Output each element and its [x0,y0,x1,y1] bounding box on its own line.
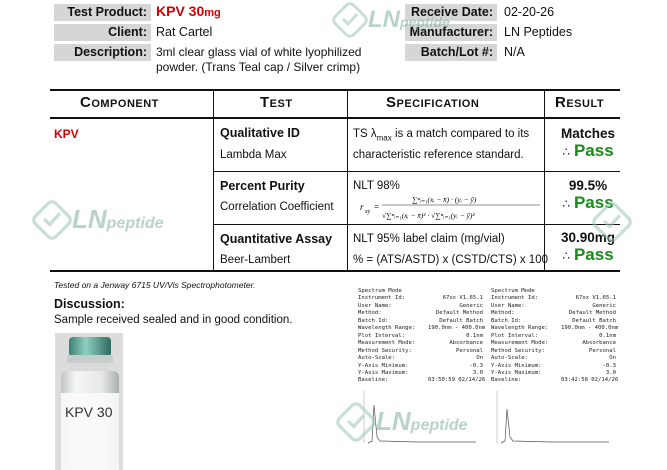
row2-test [220,179,305,195]
watermark-badge-icon [32,200,72,240]
test-product-label: Test Product: [54,4,151,21]
client-label: Client: [54,24,151,41]
row2-rule [213,224,620,225]
spectrum-printout-2 [491,288,619,470]
svg-text:√∑ⁿᵢ₌₁(xᵢ − x̄)² · √∑ⁿᵢ₌₁(yᵢ −: √∑ⁿᵢ₌₁(xᵢ − x̄)² · √∑ⁿᵢ₌₁(yᵢ − ȳ)² [382,211,475,220]
spec1-row: Y-Axis Minimum: -0.3 [358,362,483,369]
discussion-text: Sample received sealed and in good condition. [54,314,293,326]
spec1-row: Wavelength Range: 190.0nm - 400.0nm [358,325,486,332]
receive-date-label: Receive Date: [405,4,497,21]
therefore-icon: ∴ [562,249,570,263]
spec1-row: Method Security: Personal [358,347,483,354]
spec2-row: Method Security: Personal [491,347,616,354]
manufacturer-label: Manufacturer: [405,24,497,41]
spectrum-printout-1 [358,288,486,470]
header-component: Component [80,94,159,111]
watermark-logo-top [332,2,450,43]
spec2-row: Method: Default Method [491,310,616,317]
client-value: Rat Cartel [156,25,213,39]
description-label: Description: [54,44,151,61]
test-product-value [156,3,221,22]
row1-method: Lambda Max [220,149,287,161]
spec1-row: Method: Default Method [358,310,483,317]
vial-photo [55,333,123,470]
row1-spec-b: is a match compared to its [391,128,530,140]
vial-image [55,333,123,470]
svg-text:xy: xy [365,209,371,215]
row2-spec-line1: NLT 98% [353,180,400,192]
watermark-text: LNpeptide [376,406,468,436]
row3-result-value: 30.90mg [560,230,616,245]
correlation-formula [352,190,542,224]
col-divider-2 [347,91,348,271]
table-top-rule [50,89,620,91]
spec2-row: Baseline: 03:42:58 02/14/26 [491,377,619,384]
spec2-row: Y-Axis Maximum: 3.0 [491,369,616,376]
row1-spec-line2: characteristic reference standard. [353,149,524,161]
batch-value: N/A [504,45,525,59]
spec2-row: Plot Interval: 0.1nm [491,332,616,339]
row1-test-name: Qualitative ID [220,126,300,140]
row2-result [548,178,628,213]
row1-result [548,126,628,161]
manufacturer-value: LN Peptides [504,25,573,39]
vial-label-text: KPV 30 [65,404,113,420]
spec1-row: Baseline: 03:50:59 02/14/26 [358,377,486,384]
spec2-row: Wavelength Range: 190.0nm - 400.0nm [491,325,619,332]
spec2-row: User Name: Generic [491,302,616,309]
therefore-icon: ∴ [562,197,570,211]
watermark-badge-icon [332,2,368,38]
row3-method: Beer-Lambert [220,254,291,266]
receive-date-value: 02-20-26 [504,5,555,19]
row2-method: Correlation Coefficient [220,201,334,213]
spec1-row: Plot Interval: 0.1nm [358,332,483,339]
spec2-row: Measurement Mode: Absorbance [491,340,616,347]
description-value: 3ml clear glass vial of white lyophilized powder. (Trans Teal cap / Silver crimp) [156,45,362,74]
row3-spec-line2: % = (ATS/ASTD) x (CSTD/CTS) x 100 [353,254,548,266]
col-divider-3 [544,91,545,271]
watermark-logo-left [32,200,164,245]
row1-spec-line1 [353,127,529,145]
spec1-row: Instrument Id: 67xx V1.65.1 [358,295,483,302]
row1-test [220,126,300,142]
svg-text:∑ⁿᵢ₌₁(xᵢ − x̄) · (yᵢ − ȳ): ∑ⁿᵢ₌₁(xᵢ − x̄) · (yᵢ − ȳ) [412,195,477,204]
product-unit: mg [204,7,221,19]
row3-spec-line1: NLT 95% label claim (mg/vial) [353,233,505,245]
therefore-icon: ∴ [562,145,570,159]
spec1-row: Auto-Scale: On [358,355,483,362]
watermark-text: LNpeptide [72,204,164,234]
header-test: Test [260,94,293,111]
spectrum-trace-1 [358,385,478,445]
product-name: KPV 30 [156,3,205,19]
discussion-title: Discussion: [54,297,125,311]
row2-status: Pass [573,193,614,212]
spec2-row: Batch Id: Default Batch [491,317,616,324]
table-bottom-rule [50,270,620,272]
instrument-note: Tested on a Jenway 6715 UV/Vis Spectrophotometer. [54,280,256,290]
header-specification: Specification [386,94,480,111]
component-name: KPV [54,127,79,141]
row2-result-value: 99.5% [568,178,608,193]
row3-test-name: Quantitative Assay [220,232,333,246]
spec1-row: Spectrum Mode [358,288,402,294]
row3-test [220,232,332,248]
row1-spec-a: TS λ [353,128,377,140]
spec2-row: Auto-Scale: On [491,355,616,362]
batch-label: Batch/Lot #: [405,44,497,61]
row1-result-value: Matches [560,126,616,141]
col-divider-1 [213,91,214,271]
spec2-row: Instrument Id: 67xx V1.65.1 [491,295,616,302]
header-result: Result [555,94,605,111]
spec1-row: User Name: Generic [358,302,483,309]
spectrum-trace-2 [491,385,611,445]
spec2-row: Y-Axis Minimum: -0.3 [491,362,616,369]
row1-spec-sub: max [376,133,392,143]
row3-status: Pass [573,245,614,264]
row3-result [548,230,628,265]
row1-rule [213,171,620,172]
row2-test-name: Percent Purity [220,179,305,193]
watermark-text: LNpeptide [368,6,450,33]
row1-status: Pass [573,141,614,160]
svg-text:r: r [360,202,364,212]
spec1-row: Y-Axis Maximum: 3.0 [358,369,483,376]
table-header-rule [50,117,620,119]
spec1-row: Batch Id: Default Batch [358,317,483,324]
svg-text:=: = [374,202,380,212]
spec1-row: Measurement Mode: Absorbance [358,340,483,347]
spec2-row: Spectrum Mode [491,288,535,294]
